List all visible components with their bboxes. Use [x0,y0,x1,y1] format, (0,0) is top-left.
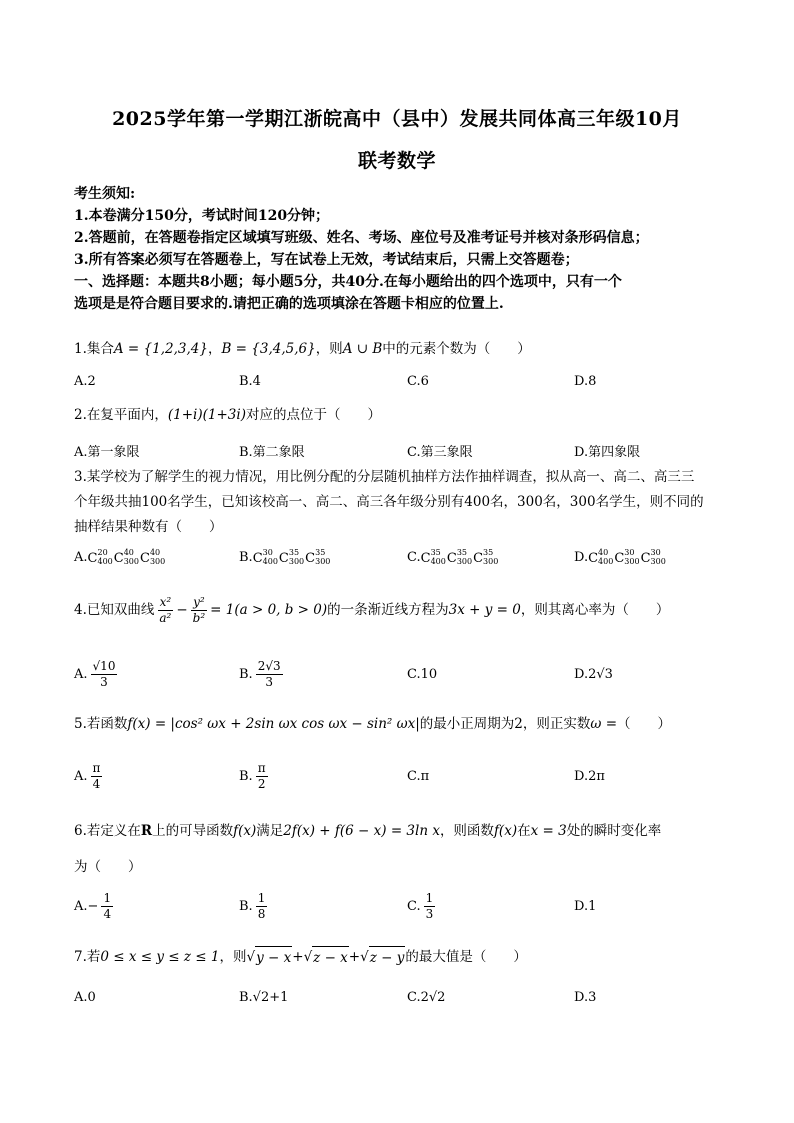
option-b[interactable]: B.第二象限 [239,445,305,460]
question-3: 3.某学校为了解学生的视力情况，用比例分配的分层随机抽样方法作抽样调查，拟从高一、高二、高三三 个年级共抽100名学生，已知该校高一、高二、高三各年级分别有400名，300名，300名学生，则不同的 抽样结果种数有（ ） [74,469,704,535]
fraction: $\frac{1}{3}$ [425,890,434,921]
question-1: 1.集合A = {1,2,3,4}，B = {3,4,5,6}，则A ∪ B中的元素个数为（ ） [74,341,531,357]
option-d[interactable]: D.1 [574,898,597,914]
combination: C 35 300 [278,548,305,566]
question-7: 7.若 0 ≤ x ≤ y ≤ z ≤ 1 ，则 √ y − x + √ z − x + √ z − y 的最大值是（ ） [74,944,734,970]
option-d[interactable]: D.第四象限 [574,445,641,460]
option-a[interactable]: A.0 [74,990,96,1005]
option-a[interactable]: A. $\frac{\pi}{4}$ [74,760,101,791]
notice-item: 1.本卷满分150分，考试时间120分钟； [74,208,330,224]
option-a[interactable]: A. C 20 400 C 40 300 C 40 300 [74,548,166,566]
option-d[interactable]: D.8 [574,374,597,389]
option-b[interactable]: B.√2+1 [239,990,289,1005]
fraction: $\frac{1}{4}$ [103,890,112,921]
option-b[interactable]: B.4 [239,374,261,389]
fraction: $\frac{\pi}{4}$ [92,760,101,791]
combination: C 35 300 [446,548,473,566]
section-heading: 选项是是符合题目要求的.请把正确的选项填涂在答题卡相应的位置上. [74,296,504,312]
option-a[interactable]: A.第一象限 [74,445,140,460]
question-5: 5.若函数 f(x) = |cos² ωx + 2sin ωx cos ωx − sin² ωx| 的最小正周期为2，则正实数 ω = （ ） [74,716,672,732]
fraction: $\frac{√10}{3}$ [92,658,116,689]
question-4: 4.已知双曲线 $\frac{\text{x²}}{\text{a²}}$ − $\frac{\text{y²}}{\text{b²}}$ = 1(a > 0, b > 0) 的一条渐近线方程为 3x + y = 0 ，则其离心率为（ ） [74,594,670,625]
combination: C 30 300 [640,548,666,566]
fraction: $\frac{\text{x²}}{\text{a²}}$ [159,594,172,625]
question-5-options [74,754,734,798]
combination: C 40 300 [140,548,166,566]
option-c[interactable]: C.6 [407,374,429,389]
option-c[interactable]: C.π [407,768,430,784]
fraction: $\frac{1}{8}$ [257,890,266,921]
combination: C 30 300 [614,548,640,566]
option-a[interactable]: A. − $\frac{1}{4}$ [74,890,112,921]
option-c[interactable]: C. $\frac{1}{3}$ [407,890,434,921]
option-b[interactable]: B. $\frac{2√3}{3}$ [239,658,281,689]
option-c[interactable]: C. C 35 400 C 35 300 C 35 300 [407,548,499,566]
combination: C 30 400 [252,548,278,566]
section-heading: 一、选择题：本题共8小题；每小题5分，共40分.在每小题给出的四个选项中，只有一个 [74,274,622,290]
option-d[interactable]: D.2√3 [574,666,613,682]
option-a[interactable]: A. $\frac{√10}{3}$ [74,658,116,689]
combination: C 35 300 [305,548,331,566]
notice-item: 3.所有答案必须写在答题卷上，写在试卷上无效，考试结束后，只需上交答题卷； [74,252,579,268]
notice-heading: 考生须知: [74,186,136,202]
fraction: $\frac{2√3}{3}$ [257,658,281,689]
option-d[interactable]: D. C 40 400 C 30 300 C 30 300 [574,548,666,566]
exam-title-line2: 联考数学 [357,150,436,172]
question-6-options [74,884,734,928]
question-2: 2.在复平面内，(1+i)(1+3i)对应的点位于（ ） [74,407,381,423]
notice-item: 2.答题前，在答题卷指定区域填写班级、姓名、考场、座位号及准考证号并核对条形码信息； [74,230,649,246]
exam-title-line1: 2025学年第一学期江浙皖高中（县中）发展共同体高三年级10月 [112,108,682,130]
combination: C 35 300 [473,548,499,566]
fraction: $\frac{\text{y²}}{\text{b²}}$ [192,594,206,625]
option-a[interactable]: A.2 [74,374,96,389]
option-d[interactable]: D.2π [574,768,605,784]
option-c[interactable]: C.10 [407,666,438,682]
option-c[interactable]: C.2√2 [407,990,446,1005]
question-3-options [74,548,734,588]
combination: C 40 300 [113,548,139,566]
option-b[interactable]: B. C 30 400 C 35 300 C 35 300 [239,548,331,566]
question-4-options [74,652,734,696]
combination: C 20 400 [87,548,113,566]
question-7-options [74,990,734,1030]
option-c[interactable]: C.第三象限 [407,445,473,460]
option-d[interactable]: D.3 [574,990,597,1005]
combination: C 40 400 [588,548,614,566]
question-6: 6.若定义在 R 上的可导函数 f(x) 满足 2f(x) + f(6 − x) = 3ln x ，则函数 f(x) 在 x = 3 处的瞬时变化率 为（ ） [74,823,662,875]
combination: C 35 400 [420,548,446,566]
option-b[interactable]: B. $\frac{\pi}{2}$ [239,760,266,791]
option-b[interactable]: B. $\frac{1}{8}$ [239,890,266,921]
notice-block [74,183,734,315]
fraction: $\frac{\pi}{2}$ [257,760,266,791]
